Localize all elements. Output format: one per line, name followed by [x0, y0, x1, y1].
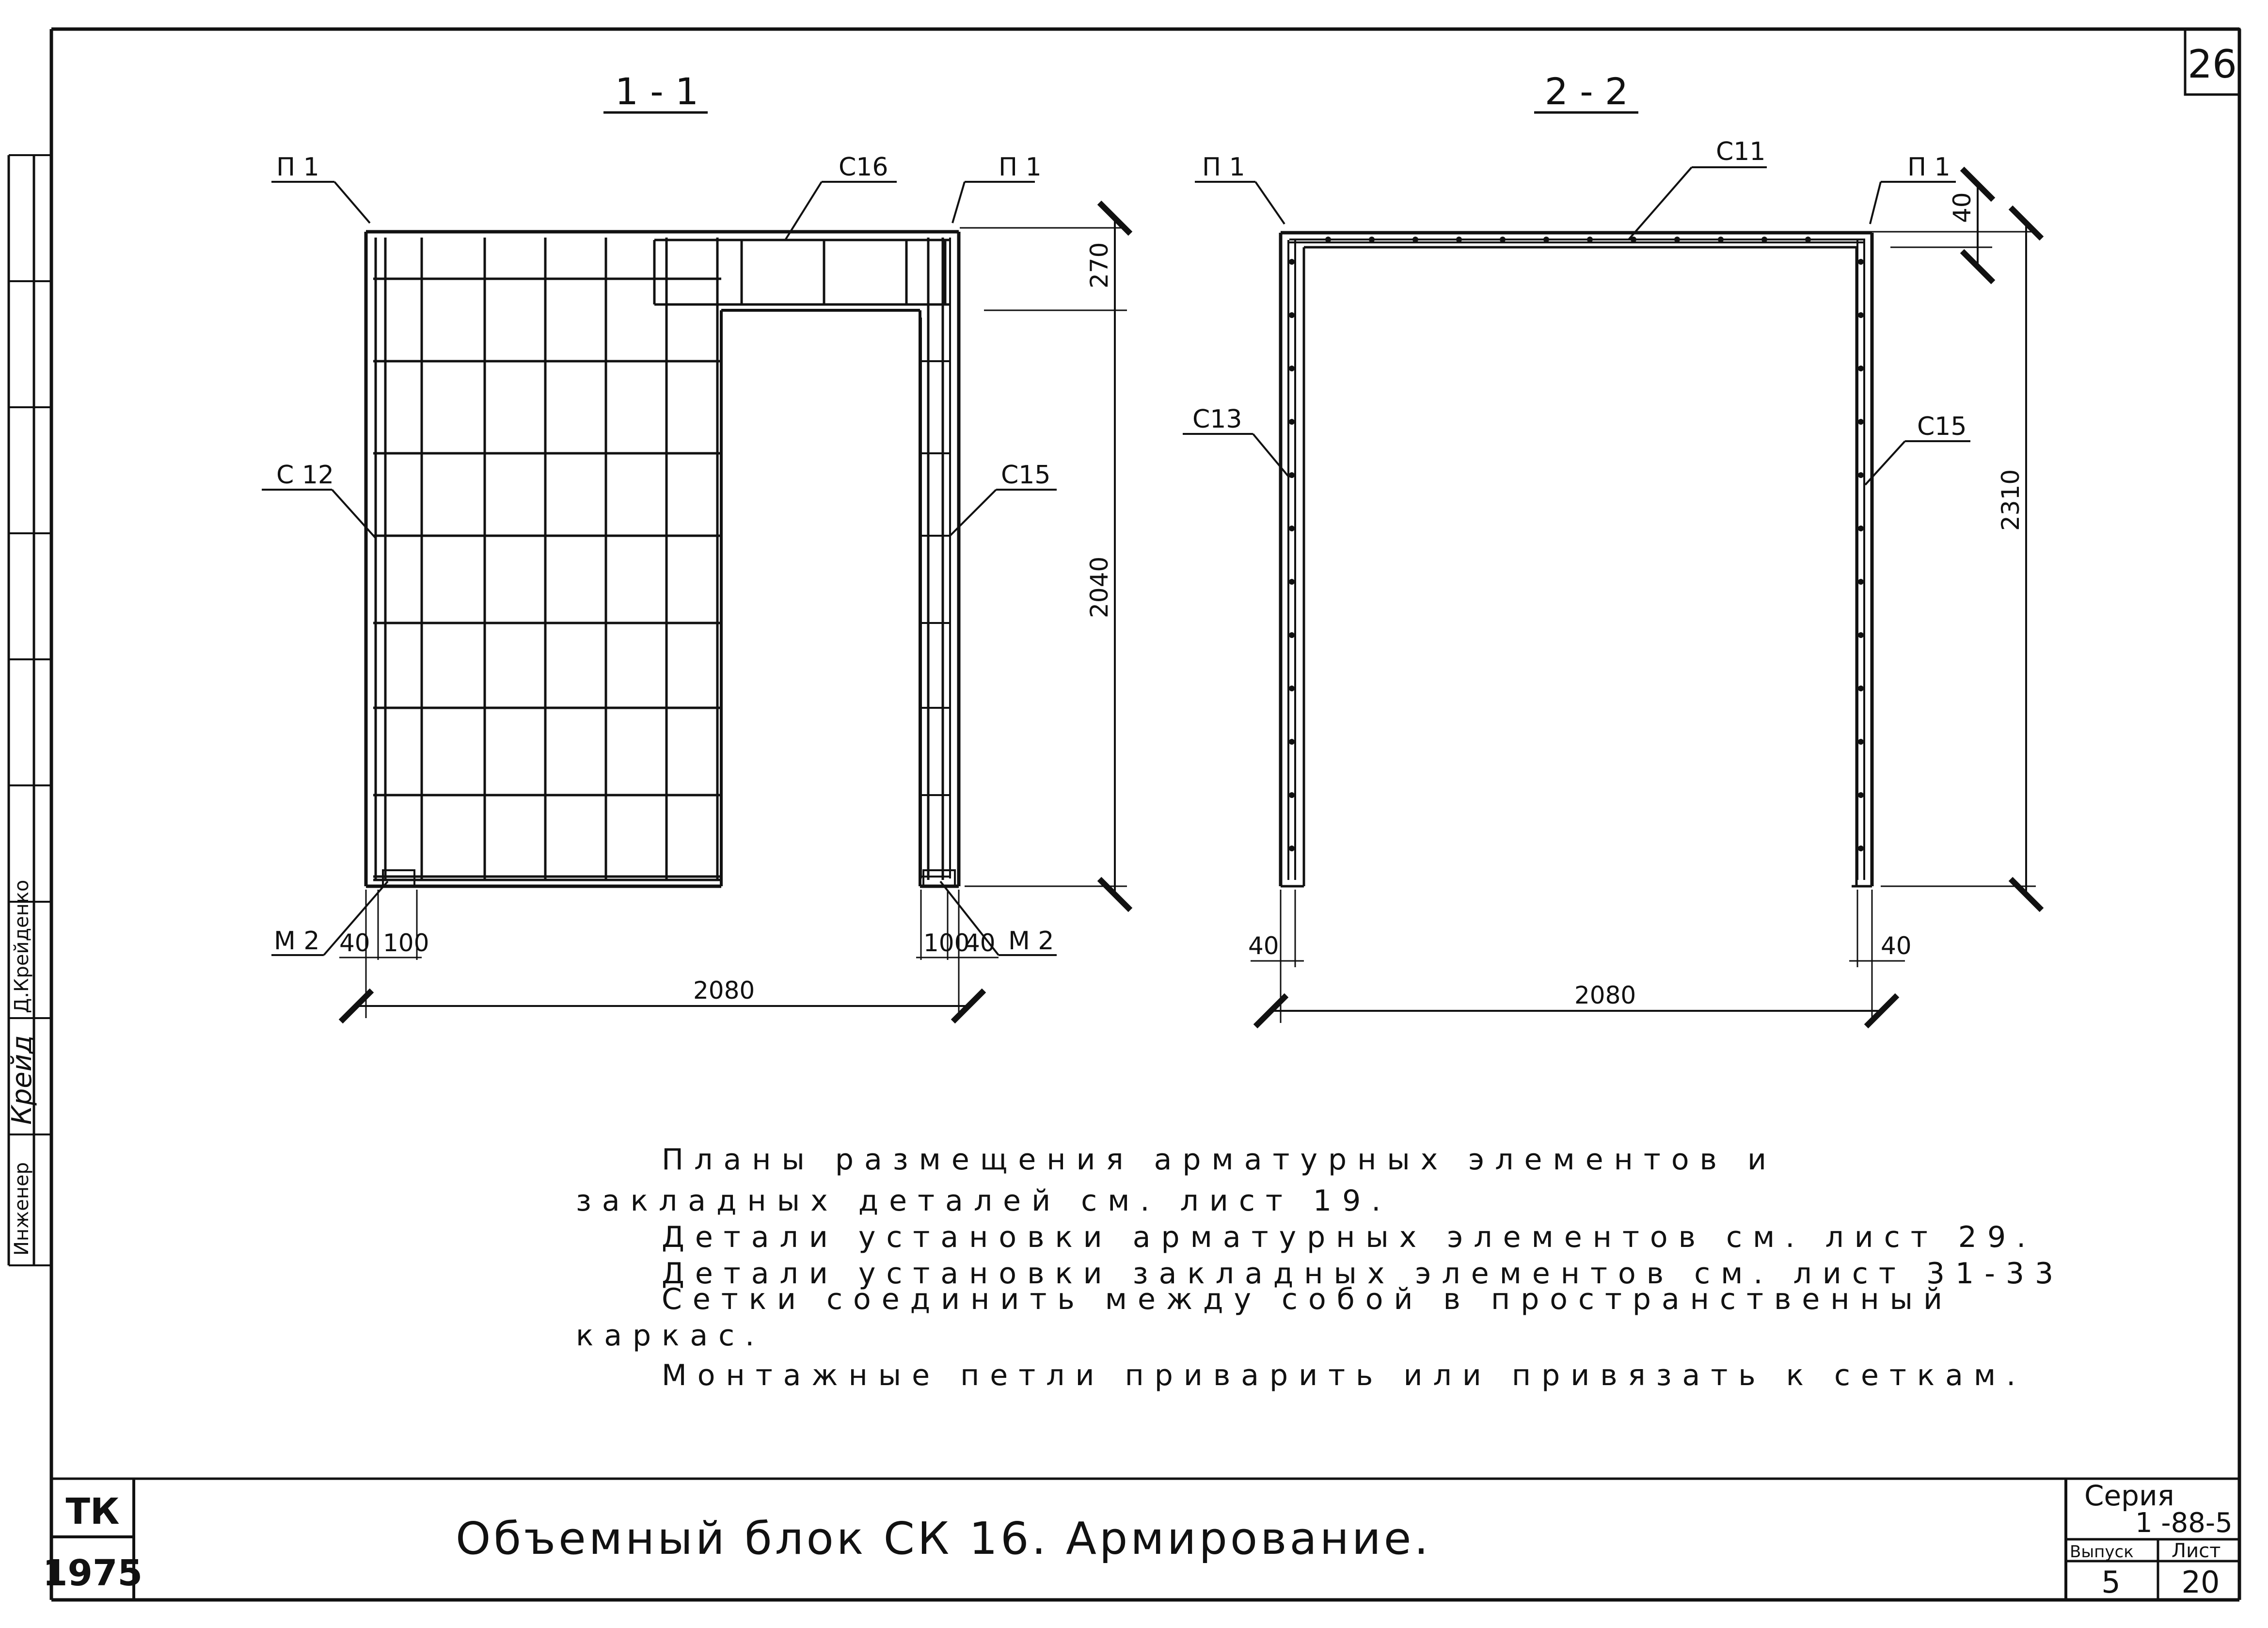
series-value: 1 -88-5 [2135, 1507, 2233, 1539]
stamp-role: Инженер [11, 1162, 33, 1256]
dim-40-right-1: 40 [965, 929, 996, 957]
embedded-m2-left [383, 870, 414, 886]
section-2-title: 2 - 2 [1544, 70, 1629, 113]
dim-2080-section-1: 2080 [693, 976, 755, 1005]
issue-label: Выпуск [2070, 1542, 2134, 1562]
dim-2310: 2310 [1997, 469, 2025, 531]
labels-section-1 [262, 153, 1057, 956]
mesh-c15-section-1 [921, 238, 950, 880]
panel-2-outline [1281, 233, 1872, 886]
note-line-3: Детали установки арматурных элементов см. лист 29. [662, 1220, 2037, 1254]
drawing-title: Объемный блок СК 16. Армирование. [456, 1513, 1431, 1564]
stamp-signature: Крейд [6, 1035, 38, 1125]
label-c13: С13 [1192, 405, 1242, 434]
section-1-1 [262, 70, 1127, 1018]
notes [576, 1143, 2064, 1392]
label-m2-left: М 2 [274, 926, 320, 956]
label-m2-right: М 2 [1008, 926, 1054, 956]
label-p1-right-2: П 1 [1907, 153, 1951, 182]
label-c12: С 12 [276, 461, 334, 490]
dim-2080-section-2: 2080 [1574, 981, 1636, 1009]
mesh-c15-section-2 [1857, 240, 1864, 880]
label-c15-section-2: С15 [1917, 412, 1967, 441]
page-number: 26 [2188, 42, 2237, 87]
note-line-1: Планы размещения арматурных элементов и [662, 1143, 1777, 1177]
title-block [43, 1479, 2239, 1600]
page-number-box [2185, 29, 2239, 95]
label-p1-left-1: П 1 [276, 153, 319, 182]
panel-1-outline [366, 232, 959, 886]
series-label: Серия [2084, 1479, 2174, 1512]
mesh-c16 [654, 240, 950, 304]
mesh-c11 [1289, 239, 1865, 242]
org-code: ТК [65, 1491, 120, 1532]
dim-40-left-2: 40 [1248, 932, 1279, 960]
note-line-6: каркас. [576, 1319, 765, 1353]
issue-value: 5 [2101, 1564, 2121, 1600]
dim-100-left-1: 100 [383, 929, 429, 957]
dimensions-section-2 [1248, 184, 2036, 1023]
dimensions-section-1 [339, 218, 1127, 1018]
dim-100-right-1: 100 [923, 929, 970, 957]
dim-40-top-2: 40 [1948, 192, 1976, 223]
dim-40-left-1: 40 [339, 929, 370, 957]
sheet-label: Лист [2172, 1540, 2221, 1562]
dim-40-right-2: 40 [1881, 932, 1912, 960]
dim-2040: 2040 [1085, 556, 1113, 618]
sheet-value: 20 [2181, 1564, 2220, 1600]
label-p1-right-1: П 1 [999, 153, 1042, 182]
label-c15-section-1: С15 [1001, 461, 1051, 490]
year: 1975 [43, 1552, 143, 1594]
section-2-2 [1183, 70, 2036, 1023]
stamp-name: Д.Крейденко [11, 879, 33, 1013]
label-c16: С16 [839, 153, 888, 182]
label-p1-left-2: П 1 [1202, 153, 1245, 182]
note-line-4: Детали установки закладных элементов см. лист 31-33 [662, 1257, 2064, 1291]
label-c11: С11 [1716, 137, 1766, 166]
dim-270: 270 [1085, 242, 1113, 288]
section-1-title: 1 - 1 [615, 70, 699, 113]
labels-section-2 [1183, 137, 1970, 485]
note-line-5: Сетки соединить между собой в пространственный [662, 1282, 1953, 1316]
note-line-7: Монтажные петли приварить или привязать к сеткам. [662, 1358, 2027, 1392]
mesh-c12 [373, 238, 721, 880]
note-line-2: закладных деталей см. лист 19. [576, 1184, 1392, 1218]
bar-dots [1289, 237, 1864, 851]
side-stamp [6, 155, 51, 1265]
mesh-c13 [1288, 240, 1295, 880]
